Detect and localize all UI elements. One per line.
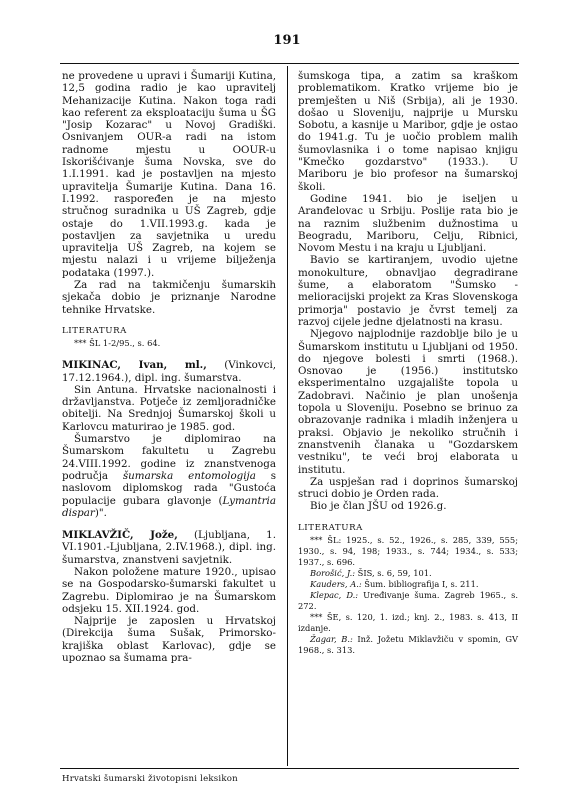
ref-author: Kauders, A.: (310, 578, 362, 589)
paragraph: Godine 1941. bio je iseljen u Aranđelovac u Srbiju. Poslije rata bio je na raznim službenim dužnostima u Beogradu, Mariboru, Celju, Ribnici, Novom Mestu i na kraju u Ljubljani. (298, 192, 518, 255)
ref-text: Uređivanje šuma. Zagreb 1965., s. 272. (298, 589, 518, 611)
reference (298, 590, 518, 612)
entry-name: MIKLAVŽIČ, Jože, (62, 529, 178, 542)
paragraph: Sin Antuna. Hrvatske nacionalnosti i državljanstva. Potječe iz zemljoradničke obitelji. Na Srednjoj Šumarskoj školi u Karlovcu maturirao je 1985. god. (62, 383, 276, 433)
reference (298, 579, 518, 590)
literature-heading: LITERATURA (298, 522, 363, 533)
ref-text: Šum. bibliografija I, s. 211. (361, 578, 479, 589)
reference (298, 612, 518, 634)
paragraph: Nakon položene mature 1920., upisao se na Gospodarsko-šumarski fakultet u Zagrebu. Diplomirao je na Šumarskom odsjeku 15. XII.1924. god. (62, 565, 276, 615)
ref-text: Inž. Jožetu Miklavžiču v spomin, GV 1968., s. 313. (298, 633, 519, 655)
ref-author: Klepac, D.: (310, 589, 359, 600)
page-footer: Hrvatski šumarski životopisni leksikon (62, 774, 238, 784)
page-number: 191 (273, 33, 301, 48)
paragraph: ne provedene u upravi i Šumariji Kutina, 12,5 godina radio je kao upravitelj Mehanizacije Kutina. Nakon toga radi kao referent za eksploataciju šuma u ŠG "Josip Kozarac" u Novoj Gradiški. Osnivanjem OUR-a radi na istom radnome mjestu u OOUR-u Iskorišćivanje šuma Novska, sve do 1.I.1991. kad je postavljen na mjesto upravitelja Šumarije Kutina. Dana 16. I.1992. raspoređen je na mjesto stručnog suradnika u UŠ Zagreb, gdje ostaje do 1.VII.1993.g. kada je postavljen za savjetnika u uredu upravitelja UŠ Zagreb, na kojem se mjestu nalazi i u vrijeme bilježenja podataka (1997.). (62, 70, 276, 279)
text: s naslovom diplomskog rada "Gustoća populacije gubara glavonje ( (62, 469, 276, 507)
top-rule (60, 63, 519, 64)
reference: *** ŠL 1-2/95., s. 64. (74, 338, 161, 349)
ref-text: ŠIS, s. 6, 59, 101. (355, 567, 432, 578)
bottom-rule (60, 768, 519, 769)
ref-author: Žagar, B.: (310, 633, 353, 644)
ref-text: *** ŠE, s. 120, 1. izd.; knj. 2., 1983. s. 413, II izdanje. (298, 611, 518, 633)
paragraph: Njegovo najplodnije razdoblje bilo je u Šumarskom institutu u Ljubljani od 1950. do njegove bolesti i smrti (1968.). Osnovao je (1956.) institutsko eksperimentalno uzgajalište topola u Zadobravi. Načinio je plan unošenja topola u Sloveniju. Posebno se brinuo za obrazovanje radnika i mladih inženjera u praksi. Objavio je nekoliko stručnih i znanstvenih članaka u "Gozdarskem vestniku", te veći broj elaborata u institutu. (298, 328, 518, 476)
reference-list (298, 535, 518, 656)
paragraph: Za uspješan rad i doprinos šumarskoj struci dobio je Orden rada. (298, 475, 518, 501)
entry-miklavzic (62, 529, 276, 566)
right-column (298, 70, 518, 656)
paragraph: Bio je član JŠU od 1926.g. (310, 500, 447, 513)
reference (298, 535, 518, 568)
ref-text: *** ŠL: 1925., s. 52., 1926., s. 285, 339, 555; 1930., s. 94, 198; 1933., s. 744; 1934., s. 533; 1937., s. 696. (298, 534, 518, 567)
text: Šumarstvo je diplomirao na Šumarskom fakultetu u Zagrebu 24.VIII.1992. godine iz znanstvenoga područja (62, 433, 276, 482)
reference (298, 568, 518, 579)
reference (298, 634, 518, 656)
ref-author: Borošić, J.: (310, 567, 356, 578)
paragraph (62, 433, 276, 519)
paragraph: Za rad na takmičenju šumarskih sjekača dobio je priznanje Narodne tehnike Hrvatske. (62, 279, 276, 316)
entry-intro: (Ljubljana, 1. VI.1901.-Ljubljana, 2.IV.1968.), dipl. ing. šumarstva, znanstveni savjetnik. (62, 529, 276, 566)
column-divider (287, 66, 288, 766)
paragraph: Najprije je zaposlen u Hrvatskoj (Direkcija šuma Sušak, Primorsko-krajiška oblast Karlovac), gdje se upoznao sa šumama pra- (62, 615, 276, 665)
entry-mikinac (62, 359, 276, 384)
entry-intro: (Vinkovci, 17.12.1964.), dipl. ing. šumarstva. (62, 359, 277, 384)
paragraph: šumskoga tipa, a zatim sa kraškom problematikom. Kratko vrijeme bio je premješten u Niš (Srbija), ali je 1930. došao u Sloveniju, najprije u Mursku Sobotu, a kasnije u Maribor, gdje je ostao do 1941.g. Tu je uočio problem malih šumovlasnika i o tome napisao knjigu "Kmečko gozdarstvo" (1933.). U Mariboru je bio profesor na šumarskoj školi. (298, 70, 518, 193)
literature-heading: LITERATURA (62, 325, 127, 336)
left-column (62, 70, 276, 664)
text: )". (94, 506, 107, 519)
italic-term: Lymantria dispar (62, 494, 276, 519)
entry-name: MIKINAC, Ivan, ml., (62, 359, 207, 372)
italic-term: šumarska entomologija (122, 469, 256, 482)
paragraph: Bavio se kartiranjem, uvodio ujetne monokulture, obnavljao degradirane šume, a elaboratom "Šumsko - melioracijski projekt za Kras Slovenskoga primorja" postavio je čvrst temelj za razvoj cijele jedne djelatnosti na krasu. (298, 254, 518, 328)
